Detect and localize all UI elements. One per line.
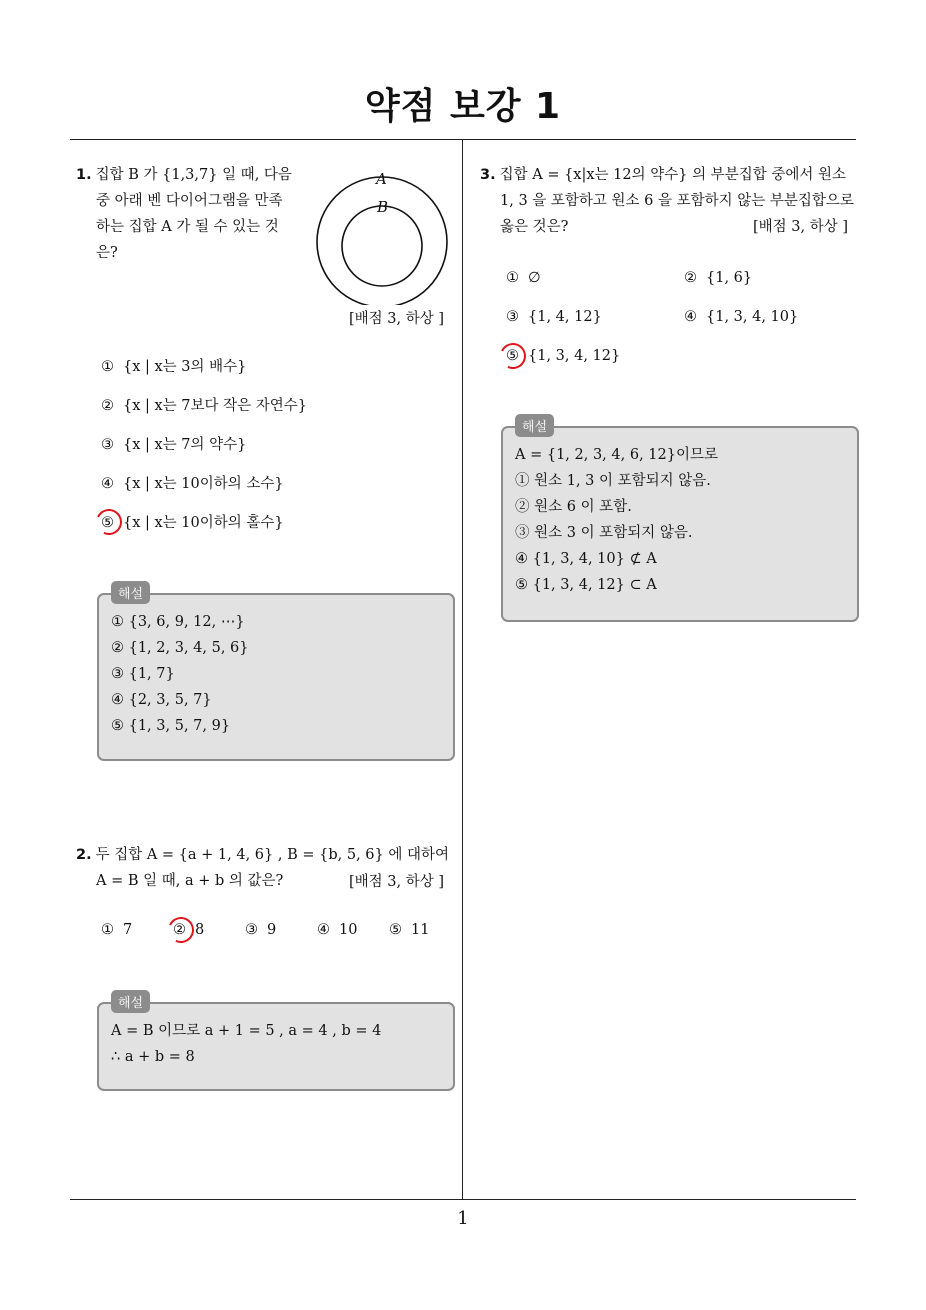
solution-line: ⑤ {1, 3, 5, 7, 9}: [111, 718, 231, 734]
choice-3[interactable]: [506, 305, 602, 329]
solution-line: ④ {2, 3, 5, 7}: [111, 692, 212, 708]
solution-box-q1: [97, 587, 455, 761]
solution-line: A = B 이므로 a + 1 = 5 , a = 4 , b = 4: [111, 1023, 382, 1039]
choice-marker: ②: [684, 270, 697, 286]
venn-inner-set: [342, 206, 422, 286]
question-line: 중 아래 벤 다이어그램을 만족: [96, 193, 283, 209]
question-line: 1, 3 을 포함하고 원소 6 을 포함하지 않는 부분집합으로: [500, 193, 854, 209]
choice-marker: ⑤: [101, 515, 114, 531]
choice-text: {x | x는 7의 약수}: [123, 437, 247, 453]
question-number: 1.: [76, 167, 92, 183]
choice-marker: ②: [173, 922, 186, 938]
bottom-rule: [70, 1199, 856, 1200]
solution-line: ② {1, 2, 3, 4, 5, 6}: [111, 640, 249, 656]
choice-marker: ①: [506, 270, 519, 286]
choice-2[interactable]: [684, 266, 752, 290]
solution-line: ③ {1, 7}: [111, 666, 175, 682]
venn-diagram: [310, 170, 460, 305]
page-number: 1: [457, 1208, 469, 1229]
choice-marker: ③: [245, 922, 258, 938]
question-line: A = B 일 때, a + b 의 값은?: [96, 873, 284, 889]
choice-1[interactable]: [101, 918, 132, 942]
solution-tag: 해설: [515, 414, 554, 437]
choice-1[interactable]: [101, 355, 307, 379]
question-line: 집합 A = {x|x는 12의 약수} 의 부분집합 중에서 원소: [499, 167, 846, 183]
choice-text: {x | x는 7보다 작은 자연수}: [123, 398, 308, 414]
choice-text: 8: [195, 922, 205, 938]
difficulty-label: [배점 3, 하상 ]: [349, 874, 445, 890]
choice-1[interactable]: [506, 266, 541, 290]
choice-text: {1, 6}: [706, 270, 753, 286]
solution-line: ∴ a + b = 8: [111, 1049, 195, 1065]
top-rule: [70, 139, 856, 140]
choice-text: 10: [339, 922, 358, 938]
question-line: 하는 집합 A 가 될 수 있는 것: [96, 219, 279, 235]
column-divider: [462, 139, 463, 1199]
page-title: 약점 보강 1: [364, 86, 562, 127]
venn-label-inner: B: [377, 198, 389, 216]
solution-line: ② 원소 6 이 포함.: [515, 499, 632, 515]
question-line: 집합 B 가 {1,3,7} 일 때, 다음: [95, 167, 292, 183]
question-line: 옳은 것은?: [500, 219, 569, 235]
solution-tag: 해설: [111, 581, 150, 604]
solution-line: A = {1, 2, 3, 4, 6, 12}이므로: [515, 447, 718, 463]
choice-marker: ④: [101, 476, 114, 492]
solution-line: ③ 원소 3 이 포함되지 않음.: [515, 525, 693, 541]
solution-box-q2: [97, 996, 455, 1091]
choices-q1: [101, 355, 307, 535]
solution-line: ① 원소 1, 3 이 포함되지 않음.: [515, 473, 711, 489]
solution-line: ⑤ {1, 3, 4, 12} ⊂ A: [515, 577, 657, 593]
choice-4[interactable]: [684, 305, 798, 329]
choice-marker: ③: [101, 437, 114, 453]
choice-text: {1, 3, 4, 10}: [706, 309, 799, 325]
choice-text: {1, 4, 12}: [528, 309, 602, 325]
choice-5[interactable]: [101, 511, 307, 535]
choice-marker: ④: [684, 309, 697, 325]
choice-5[interactable]: [389, 918, 429, 942]
question-number: 3.: [480, 167, 496, 183]
choice-marker: ①: [101, 922, 114, 938]
choice-text: {x | x는 3의 배수}: [123, 359, 247, 375]
choice-marker: ②: [101, 398, 114, 414]
choice-marker: ⑤: [389, 922, 402, 938]
choice-2[interactable]: [101, 394, 307, 418]
choice-marker: ④: [317, 922, 330, 938]
choice-3[interactable]: [101, 433, 307, 457]
question-number: 2.: [76, 847, 92, 863]
choice-text: {x | x는 10이하의 소수}: [123, 476, 284, 492]
solution-tag: 해설: [111, 990, 150, 1013]
choice-4[interactable]: [101, 472, 307, 496]
choice-marker: ①: [101, 359, 114, 375]
venn-label-outer: A: [376, 170, 387, 188]
choice-marker: ⑤: [506, 348, 519, 364]
solution-line: ① {3, 6, 9, 12, ⋯}: [111, 614, 245, 630]
choice-text: 11: [411, 922, 430, 938]
question-1: [76, 162, 306, 266]
question-line: 은?: [96, 245, 118, 261]
choice-3[interactable]: [245, 918, 276, 942]
choice-marker: ③: [506, 309, 519, 325]
choice-text: {1, 3, 4, 12}: [528, 348, 621, 364]
solution-line: ④ {1, 3, 4, 10} ⊄ A: [515, 551, 657, 567]
difficulty-label: [배점 3, 하상 ]: [753, 219, 849, 235]
choice-text: {x | x는 10이하의 홀수}: [123, 515, 284, 531]
difficulty-label: [배점 3, 하상 ]: [349, 311, 445, 327]
choice-text: 9: [267, 922, 277, 938]
choice-text: 7: [123, 922, 133, 938]
choice-4[interactable]: [317, 918, 357, 942]
solution-box-q3: [501, 420, 859, 622]
question-line: 두 집합 A = {a + 1, 4, 6} , B = {b, 5, 6} 에 대하여: [95, 847, 449, 863]
choice-text: ∅: [528, 270, 541, 286]
